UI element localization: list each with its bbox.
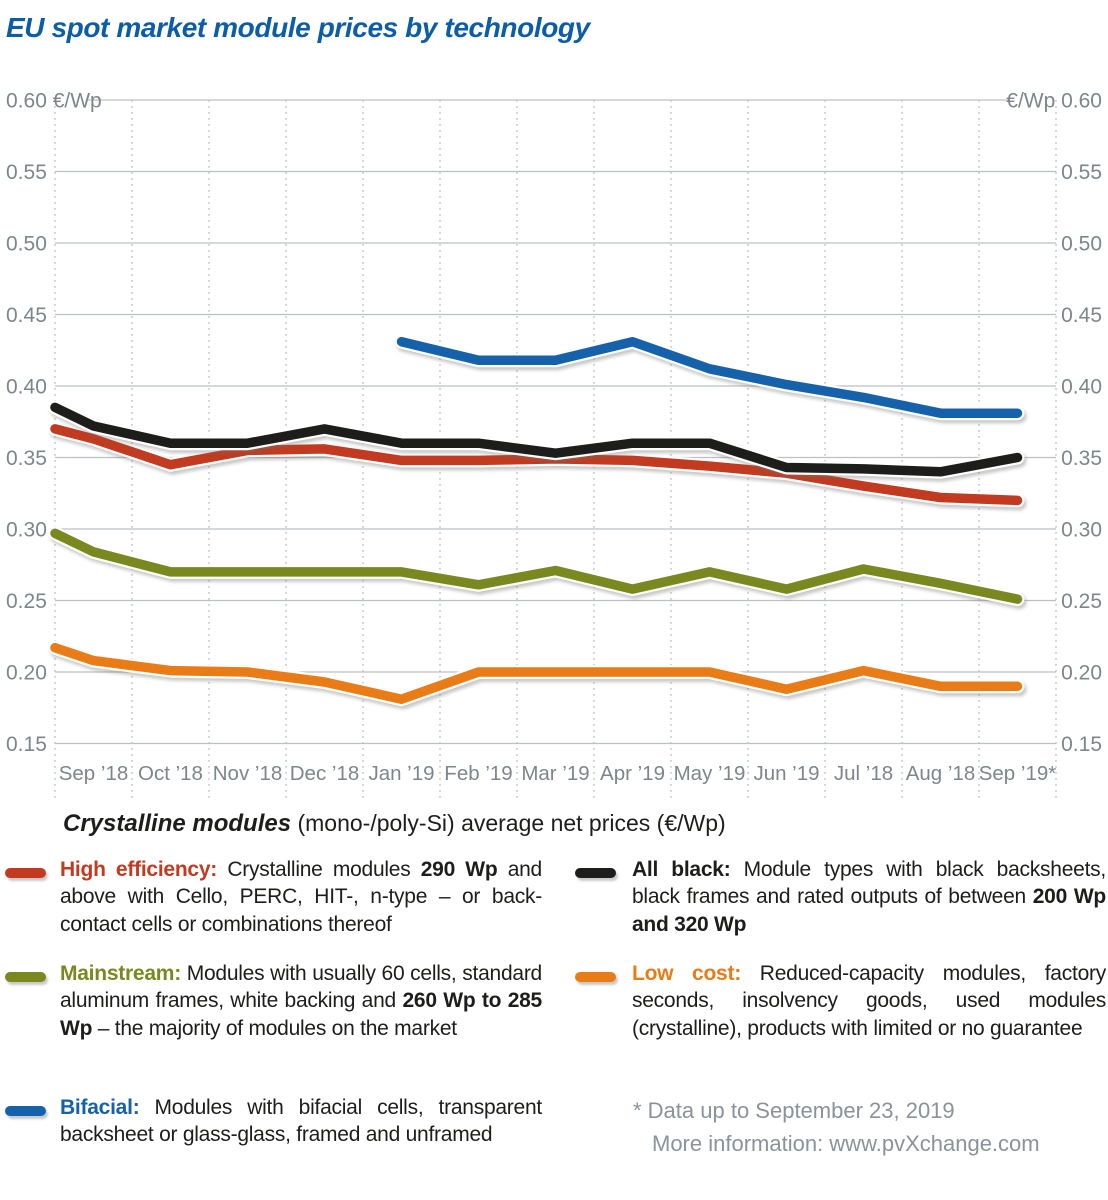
y-axis-label-right: 0.50: [1061, 232, 1102, 256]
legend-label-high-efficiency: High efficiency:: [60, 858, 218, 881]
legend-body: Crystalline modules: [227, 858, 421, 881]
x-axis-label: Jul ’18: [833, 762, 894, 785]
legend-body: Modules with bifacial cells, transparent backsheet or glass-glass, framed and unframed: [60, 1096, 542, 1147]
legend-heading-bold: Crystalline modules: [63, 810, 292, 837]
y-axis-label-right: 0.40: [1061, 375, 1102, 399]
legend-body-bold: 200 Wp and 320 Wp: [632, 885, 1106, 936]
y-axis-label-right: 0.30: [1061, 518, 1102, 542]
x-axis-label: Oct ’18: [138, 762, 203, 785]
y-axis-label-right: 0.25: [1061, 590, 1102, 613]
legend-text-bifacial: [60, 1094, 542, 1149]
legend-label-low-cost: Low cost:: [632, 962, 741, 985]
y-axis-label-left: 0.20: [6, 661, 47, 685]
x-axis-label: Dec ’18: [289, 762, 360, 785]
x-axis-label: Sep ’19*: [978, 762, 1057, 785]
legend-body: – the majority of modules on the market: [92, 1016, 457, 1040]
x-axis-label: Jan ’19: [368, 762, 435, 785]
chart-title: EU spot market module prices by technology: [6, 12, 590, 43]
y-axis-label-left: 0.45: [6, 304, 47, 327]
y-axis-label-left: 0.40: [6, 375, 47, 399]
legend-swatch-mainstream: [5, 972, 46, 982]
legend-heading: [63, 810, 726, 838]
legend-text-all-black: [632, 856, 1106, 938]
legend-text-mainstream: [60, 960, 542, 1042]
x-axis-label: Apr ’19: [600, 762, 665, 785]
legend-body: Modules with usually 60 cells, standard aluminum frames, white backing and: [60, 962, 542, 1013]
y-axis-label-left: 0.50: [6, 232, 47, 256]
y-axis-label-left: 0.55: [6, 161, 47, 184]
legend-swatch-high-efficiency: [5, 868, 46, 878]
legend-swatch-low-cost: [575, 972, 616, 982]
legend-text-high-efficiency: [60, 856, 542, 938]
footnote-data-cutoff: * Data up to September 23, 2019: [633, 1098, 955, 1123]
y-axis-label-right: 0.55: [1061, 161, 1102, 184]
y-axis-label-right: 0.20: [1061, 661, 1102, 685]
y-axis-label-right: €/Wp 0.60: [1006, 89, 1102, 113]
y-axis-label-left: 0.25: [6, 590, 47, 613]
footnote: [633, 1094, 1103, 1160]
footnote-more-info: More information: www.pvXchange.com: [652, 1131, 1040, 1156]
series-line-bifacial: [402, 342, 1018, 414]
legend-label-all-black: All black:: [632, 858, 731, 881]
legend-label-mainstream: Mainstream:: [60, 962, 181, 985]
y-axis-label-left: 0.30: [6, 518, 47, 542]
series-casing: [402, 342, 1018, 414]
x-axis-label: Feb ’19: [444, 762, 513, 785]
x-axis-label: Aug ’18: [905, 762, 976, 785]
legend-text-low-cost: [632, 960, 1106, 1042]
x-axis-label: Nov ’18: [212, 762, 283, 785]
series-stroke: [55, 648, 1018, 700]
y-axis-label-right: 0.15: [1061, 733, 1102, 756]
legend-body: and above with Cello, PERC, HIT-, n-type – or back-contact cells or combinations thereof: [60, 858, 542, 936]
y-axis-label-left: 0.60 €/Wp: [6, 89, 102, 113]
y-axis-label-left: 0.35: [6, 447, 47, 470]
legend-body: Module types with black backsheets, black frames and rated outputs of between: [632, 858, 1106, 909]
legend-body: Reduced-capacity modules, factory seconds, insolvency goods, used modules (crystalline), products with limited or no guarantee: [632, 962, 1106, 1040]
x-axis-label: Sep ’18: [58, 762, 129, 785]
y-axis-label-right: 0.35: [1061, 447, 1102, 470]
x-axis-label: May ’19: [673, 762, 746, 785]
legend-swatch-all-black: [575, 868, 616, 878]
series-line-low-cost: [55, 648, 1018, 700]
y-axis-label-right: 0.45: [1061, 304, 1102, 327]
series-line-mainstream: [55, 533, 1018, 599]
x-axis-label: Jun ’19: [753, 762, 820, 785]
legend-heading-rest: (mono-/poly-Si) average net prices (€/Wp): [291, 810, 726, 836]
legend-label-bifacial: Bifacial:: [60, 1096, 140, 1119]
legend-swatch-bifacial: [5, 1106, 46, 1116]
legend-body-bold: 260 Wp to 285 Wp: [60, 989, 542, 1040]
x-axis-label: Mar ’19: [521, 762, 590, 785]
y-axis-label-left: 0.15: [6, 733, 47, 756]
legend-body-bold: 290 Wp: [420, 858, 498, 881]
series-stroke: [402, 342, 1018, 414]
